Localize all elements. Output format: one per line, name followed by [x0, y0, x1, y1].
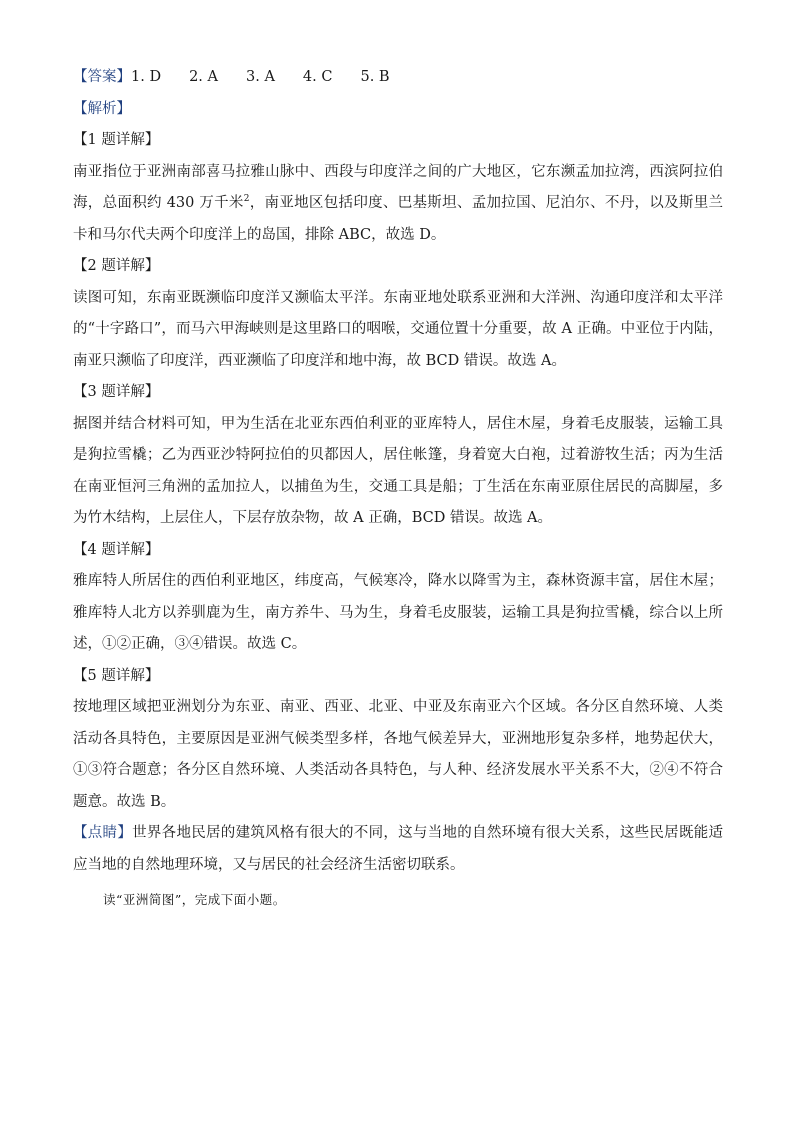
q2-explanation: 读图可知，东南亚既濒临印度洋又濒临太平洋。东南亚地处联系亚洲和大洋洲、沟通印度洋和太平洋的“十字路口”，而马六甲海峡则是这里路口的咽喉，交通位置十分重要，故 A 正确。中亚位于内陆，南亚只濒临了印度洋，西亚濒临了印度洋和地中海，故 BCD 错误。故选 A。	[73, 289, 723, 369]
q3-explanation: 据图并结合材料可知，甲为生活在北亚东西伯利亚的亚库特人，居住木屋，身着毛皮服装，运输工具是狗拉雪橇；乙为西亚沙特阿拉伯的贝都因人，居住帐篷，身着宽大白袍，过着游牧生活；丙为生活在南亚恒河三角洲的孟加拉人，以捕鱼为生，交通工具是船；丁生活在东南亚原住居民的高脚屋，多为竹木结构，上层住人，下层存放杂物，故 A 正确，BCD 错误。故选 A。	[73, 415, 723, 526]
highlight-text: 世界各地民居的建筑风格有很大的不同，这与当地的自然环境有很大关系，这些民居既能适应当地的自然地理环境，又与居民的社会经济生活密切联系。	[73, 825, 724, 873]
document-body	[73, 62, 723, 913]
answer-item: 3. A	[246, 69, 275, 85]
answer-line	[73, 62, 723, 94]
q1-heading	[73, 125, 723, 157]
q1-tag: 【1 题详解】	[73, 132, 160, 148]
highlight-paragraph	[73, 818, 723, 881]
analysis-tag: 【解析】	[73, 100, 131, 117]
answer-tag: 【答案】	[73, 69, 131, 85]
q4-tag: 【4 题详解】	[73, 541, 160, 558]
answer-item: 4. C	[302, 69, 333, 85]
q5-tag: 【5 题详解】	[73, 667, 160, 684]
q3-tag: 【3 题详解】	[73, 384, 160, 400]
q4-explanation: 雅库特人所居住的西伯利亚地区，纬度高，气候寒冷，降水以降雪为主，森林资源丰富，居住木屋；雅库特人北方以养驯鹿为生，南方养牛、马为生，身着毛皮服装，运输工具是狗拉雪橇，综合以上所述，①②正确，③④错误。故选 C。	[73, 573, 723, 652]
highlight-tag: 【点睛】	[73, 825, 133, 841]
answer-item: 2. A	[189, 69, 218, 85]
q5-heading	[73, 661, 723, 693]
next-question-prompt: 读“亚洲简图”，完成下面小题。	[103, 892, 286, 907]
q1-text-a: 南亚指位于亚洲南部喜马拉雅山脉中、西段与印度洋之间的广大地区，它东濒孟加拉湾，西滨阿拉伯海，总面积约 430 万千米	[73, 163, 723, 211]
q5-explanation: 按地理区域把亚洲划分为东亚、南亚、西亚、北亚、中亚及东南亚六个区域。各分区自然环境、人类活动各具特色，主要原因是亚洲气候类型多样，各地气候差异大，亚洲地形复杂多样，地势起伏大，①③符合题意；各分区自然环境、人类活动各具特色，与人种、经济发展水平关系不大，②④不符合题意。故选 B。	[73, 699, 723, 810]
q2-heading	[73, 251, 723, 283]
q1-explanation	[73, 157, 723, 252]
q1-text-b: ，南亚地区包括印度、巴基斯坦、孟加拉国、尼泊尔、不丹，以及斯里兰卡和马尔代夫两个印度洋上的岛国，排除 ABC，故选 D。	[73, 195, 723, 243]
answer-item: 1. D	[131, 69, 162, 85]
q2-tag: 【2 题详解】	[73, 258, 160, 274]
q1-superscript: 2	[243, 194, 250, 205]
q3-heading	[73, 377, 723, 409]
q4-heading	[73, 535, 723, 567]
analysis-heading	[73, 94, 723, 126]
answer-item: 5. B	[360, 69, 390, 85]
